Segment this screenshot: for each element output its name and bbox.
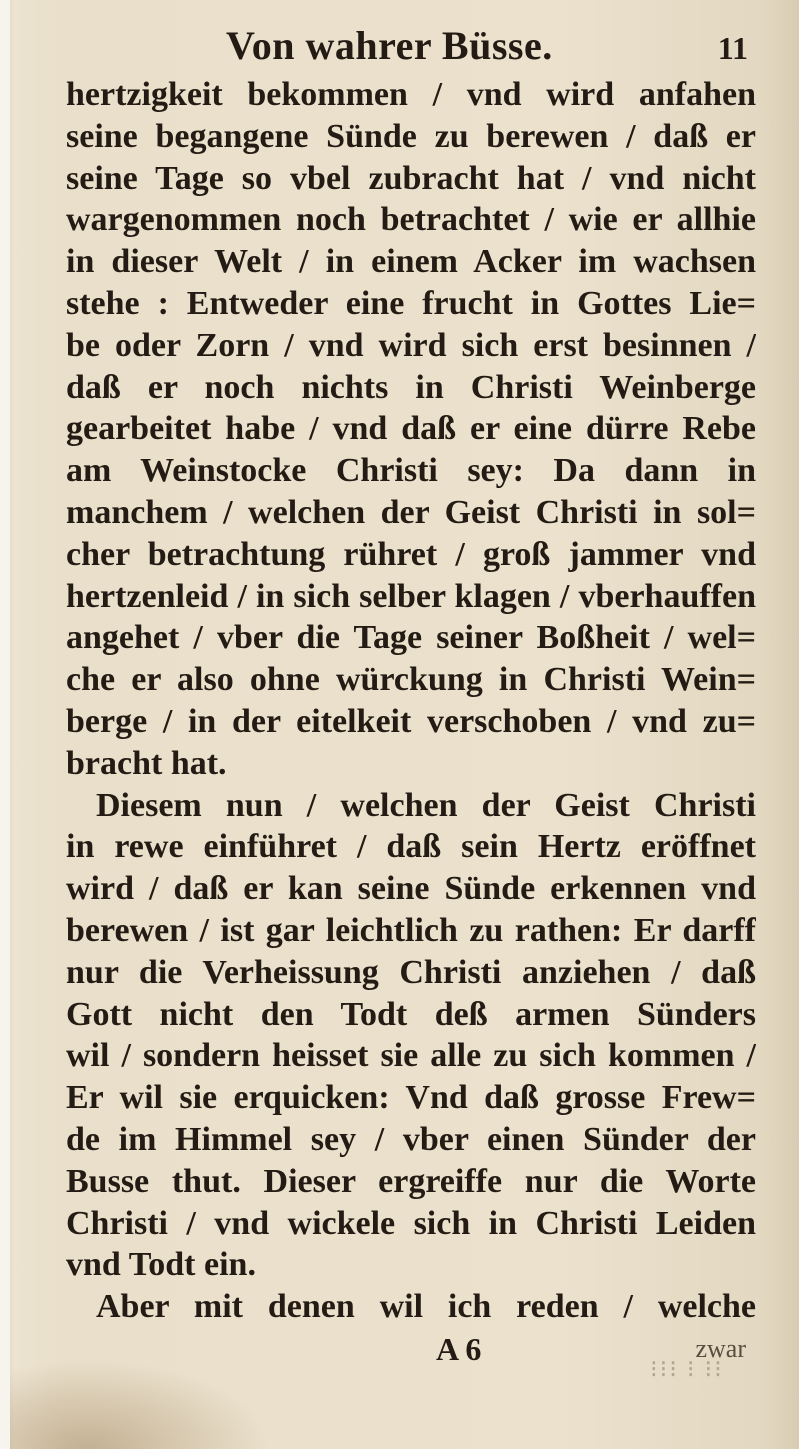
page-gutter xyxy=(0,0,10,1449)
text-line: am Weinstocke Christi sey: Da dann in xyxy=(66,452,756,490)
text-line: wird / daß er kan seine Sünde erkennen vnd xyxy=(66,870,756,908)
paper-stain xyxy=(10,1359,270,1449)
bleed-through-text: ⁝⁝⁝ ⁝ ⁝⁝ xyxy=(650,1357,724,1383)
text-line: Gott nicht den Todt deß armen Sünders xyxy=(66,995,756,1033)
text-line: de im Himmel sey / vber einen Sünder der xyxy=(66,1120,756,1158)
text-line: che er also ohne würckung in Christi Wein= xyxy=(66,661,756,699)
text-line: berewen / ist gar leichtlich zu rathen: Er darff xyxy=(66,911,756,949)
text-line: vnd Todt ein. xyxy=(66,1246,256,1284)
text-line: wargenommen noch betrachtet / wie er allhie xyxy=(66,201,756,239)
text-line: in dieser Welt / in einem Acker im wachsen xyxy=(66,243,756,281)
text-line: in rewe einführet / daß sein Hertz eröffnet xyxy=(66,828,756,866)
text-block xyxy=(66,22,766,1370)
text-line: angehet / vber die Tage seiner Boßheit / wel= xyxy=(66,619,756,657)
text-line: daß er noch nichts in Christi Weinberge xyxy=(66,368,756,406)
text-line: wil / sondern heisset sie alle zu sich kommen / xyxy=(66,1037,756,1075)
text-line: stehe : Entweder eine frucht in Gottes Lie= xyxy=(66,284,756,322)
text-line: hertzenleid / in sich selber klagen / vberhauffen xyxy=(66,577,756,615)
running-header xyxy=(66,22,766,74)
text-line: gearbeitet habe / vnd daß er eine dürre Rebe xyxy=(66,410,756,448)
text-line: nur die Verheissung Christi anziehen / daß xyxy=(66,953,756,991)
text-line: Er wil sie erquicken: Vnd daß grosse Frew= xyxy=(66,1079,756,1117)
page-number: 11 xyxy=(717,30,748,66)
text-line: bracht hat. xyxy=(66,744,227,782)
text-line: hertzigkeit bekommen / vnd wird anfahen xyxy=(66,76,756,113)
signature-mark: A 6 xyxy=(436,1330,482,1367)
text-line: Busse thut. Dieser ergreiffe nur die Worte xyxy=(66,1162,756,1200)
text-line: Christi / vnd wickele sich in Christi Leiden xyxy=(66,1204,756,1242)
text-line: berge / in der eitelkeit verschoben / vnd zu= xyxy=(66,702,756,740)
text-line: seine Tage so vbel zubracht hat / vnd nicht xyxy=(66,159,756,197)
text-line: manchem / welchen der Geist Christi in sol= xyxy=(66,493,756,531)
text-line: seine begangene Sünde zu berewen / daß er xyxy=(66,117,756,155)
paragraph-start-line: Diesem nun / welchen der Geist Christi xyxy=(96,786,756,824)
header-title: Von wahrer Büsse. xyxy=(226,23,553,68)
catchword: zwar xyxy=(695,1333,746,1363)
text-line: be oder Zorn / vnd wird sich erst besinnen / xyxy=(66,326,756,364)
paragraph-start-line: Aber mit denen wil ich reden / welche xyxy=(96,1288,756,1326)
text-line: cher betrachtung rühret / groß jammer vnd xyxy=(66,535,756,573)
